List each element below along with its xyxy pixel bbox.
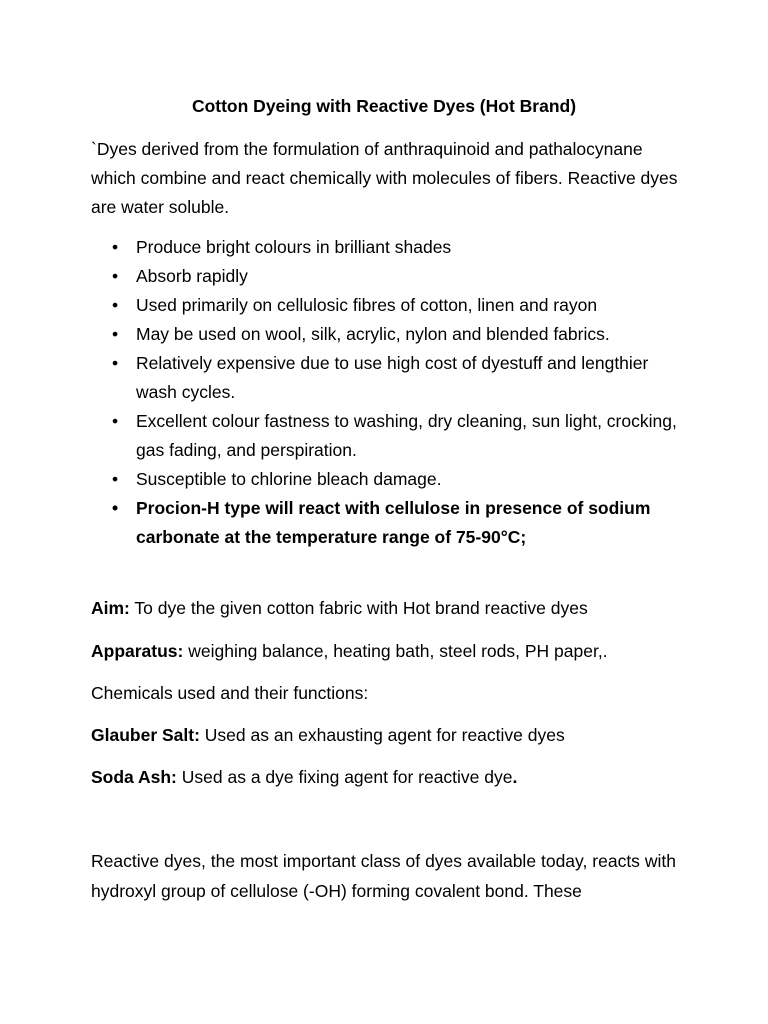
bullet-text: Procion-H type will react with cellulose in presence of sodium carbonate at the temperature range of 75-90°C; bbox=[136, 498, 651, 547]
aim-label: Aim: bbox=[91, 598, 130, 618]
glauber-salt-line bbox=[91, 723, 691, 747]
list-item bbox=[91, 465, 691, 494]
bullet-icon: • bbox=[112, 266, 119, 286]
bullet-text: Excellent colour fastness to washing, dry cleaning, sun light, crocking, gas fading, and perspiration. bbox=[136, 411, 677, 460]
bullet-icon: • bbox=[112, 353, 119, 373]
bullet-icon: • bbox=[112, 498, 119, 518]
apparatus-label: Apparatus: bbox=[91, 641, 184, 661]
bullet-icon: • bbox=[112, 237, 119, 257]
list-item bbox=[91, 320, 691, 349]
soda-ash-label: Soda Ash: bbox=[91, 767, 177, 787]
list-item bbox=[91, 349, 691, 407]
bullet-text: May be used on wool, silk, acrylic, nylon and blended fabrics. bbox=[136, 324, 610, 344]
list-item bbox=[91, 233, 691, 262]
bullet-icon: • bbox=[112, 411, 119, 431]
apparatus-line bbox=[91, 639, 691, 663]
bullet-text: Used primarily on cellulosic fibres of cotton, linen and rayon bbox=[136, 295, 598, 315]
list-item bbox=[91, 291, 691, 320]
glauber-salt-label: Glauber Salt: bbox=[91, 725, 200, 745]
chemicals-heading: Chemicals used and their functions: bbox=[91, 683, 369, 703]
document-title: Cotton Dyeing with Reactive Dyes (Hot Brand) bbox=[191, 96, 577, 116]
intro-paragraph: `Dyes derived from the formulation of anthraquinoid and pathalocynane which combine and react chemically with molecules of fibers. Reactive dyes are water soluble. bbox=[91, 139, 678, 217]
soda-ash-line bbox=[91, 765, 691, 789]
bullet-text: Susceptible to chlorine bleach damage. bbox=[136, 469, 442, 489]
list-item bbox=[91, 407, 691, 465]
bullet-list bbox=[91, 233, 691, 552]
bullet-text: Absorb rapidly bbox=[136, 266, 248, 286]
apparatus-text: weighing balance, heating bath, steel rods, PH paper,. bbox=[183, 641, 608, 661]
aim-text: To dye the given cotton fabric with Hot brand reactive dyes bbox=[129, 598, 588, 618]
list-item bbox=[91, 494, 691, 552]
bullet-icon: • bbox=[112, 469, 119, 489]
bullet-text: Relatively expensive due to use high cost of dyestuff and lengthier wash cycles. bbox=[136, 353, 649, 402]
bullet-icon: • bbox=[112, 295, 119, 315]
aim-line bbox=[91, 596, 691, 620]
bullet-icon: • bbox=[112, 324, 119, 344]
glauber-salt-text: Used as an exhausting agent for reactive dyes bbox=[199, 725, 565, 745]
bullet-text: Produce bright colours in brilliant shades bbox=[136, 237, 452, 257]
soda-ash-period: . bbox=[512, 767, 518, 787]
soda-ash-text: Used as a dye fixing agent for reactive dye bbox=[176, 767, 513, 787]
closing-paragraph: Reactive dyes, the most important class of dyes available today, reacts with hydroxyl group of cellulose (-OH) forming covalent bond. These bbox=[91, 851, 676, 901]
list-item bbox=[91, 262, 691, 291]
